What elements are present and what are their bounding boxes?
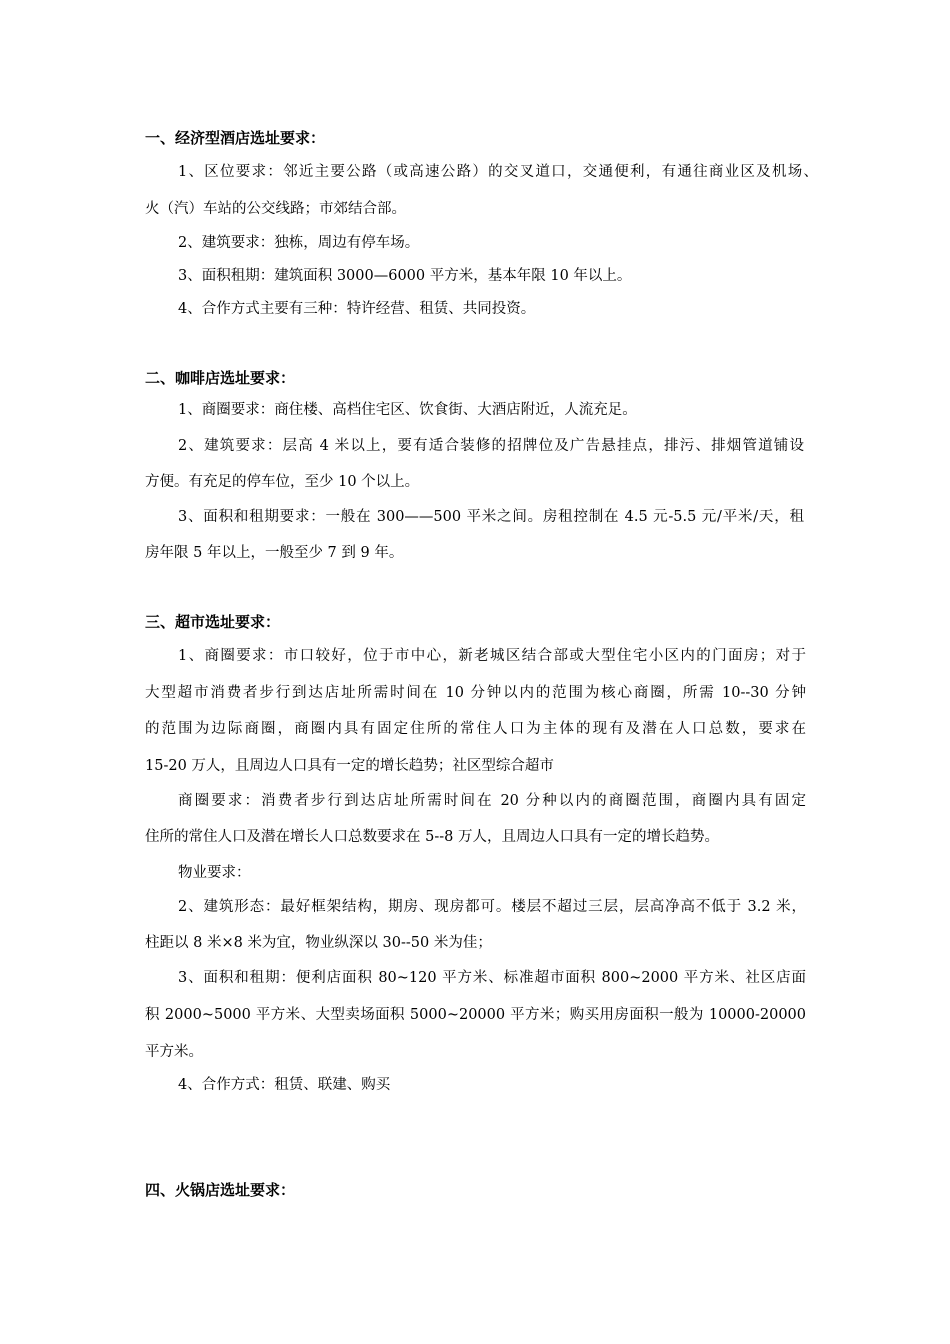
paragraph-line: 4、合作方式主要有三种：特许经营、租赁、共同投资。	[178, 301, 536, 317]
paragraph-line: 房年限 5 年以上，一般至少 7 到 9 年。	[145, 545, 404, 561]
paragraph-line: 3、面积租期：建筑面积 3000—6000 平方米，基本年限 10 年以上。	[178, 268, 632, 284]
paragraph-line: 1、商圈要求：市口较好，位于市中心，新老城区结合部或大型住宅小区内的门面房；对于	[178, 648, 806, 664]
paragraph-line: 商圈要求：消费者步行到达店址所需时间在 20 分种以内的商圈范围，商圈内具有固定	[178, 793, 806, 809]
paragraph-line: 2、建筑要求：独栋，周边有停车场。	[178, 235, 420, 251]
paragraph-line: 3、面积和租期要求：一般在 300——500 平米之间。房租控制在 4.5 元-5.5 元/平米/天，租	[178, 509, 804, 525]
paragraph-line: 1、商圈要求：商住楼、高档住宅区、饮食街、大酒店附近，人流充足。	[178, 402, 637, 418]
section-heading-hotpot: 四、火锅店选址要求：	[145, 1181, 296, 1199]
section-heading-cafe: 二、咖啡店选址要求：	[145, 369, 296, 387]
paragraph-line: 2、建筑形态：最好框架结构，期房、现房都可。楼层不超过三层，层高净高不低于 3.2 米，	[178, 899, 806, 915]
section-heading-supermarket: 三、超市选址要求：	[145, 613, 281, 631]
paragraph-line: 火（汽）车站的公交线路；市郊结合部。	[145, 201, 406, 217]
paragraph-line: 2、建筑要求：层高 4 米以上，要有适合装修的招牌位及广告悬挂点，排污、排烟管道铺设	[178, 438, 804, 454]
paragraph-line: 住所的常住人口及潜在增长人口总数要求在 5--8 万人，且周边人口具有一定的增长趋势。	[145, 829, 719, 845]
paragraph-line: 物业要求：	[178, 865, 251, 881]
paragraph-line: 柱距以 8 米×8 米为宜，物业纵深以 30--50 米为佳；	[145, 935, 492, 951]
paragraph-line: 15-20 万人，且周边人口具有一定的增长趋势；社区型综合超市	[145, 758, 554, 774]
paragraph-line: 3、面积和租期：便利店面积 80~120 平方米、标准超市面积 800~2000 平方米、社区店面	[178, 970, 806, 986]
paragraph-line: 平方米。	[145, 1044, 203, 1060]
paragraph-line: 方便。有充足的停车位，至少 10 个以上。	[145, 474, 420, 490]
paragraph-line: 1、区位要求：邻近主要公路（或高速公路）的交叉道口，交通便利，有通往商业区及机场、	[178, 164, 818, 180]
paragraph-line: 积 2000~5000 平方米、大型卖场面积 5000~20000 平方米；购买用房面积一般为 10000-20000	[145, 1007, 806, 1023]
paragraph-line: 的范围为边际商圈，商圈内具有固定住所的常住人口为主体的现有及潜在人口总数，要求在	[145, 721, 806, 737]
section-heading-hotel: 一、经济型酒店选址要求：	[145, 129, 326, 147]
paragraph-line: 4、合作方式：租赁、联建、购买	[178, 1077, 391, 1093]
paragraph-line: 大型超市消费者步行到达店址所需时间在 10 分钟以内的范围为核心商圈，所需 10--30 分钟	[145, 685, 806, 701]
